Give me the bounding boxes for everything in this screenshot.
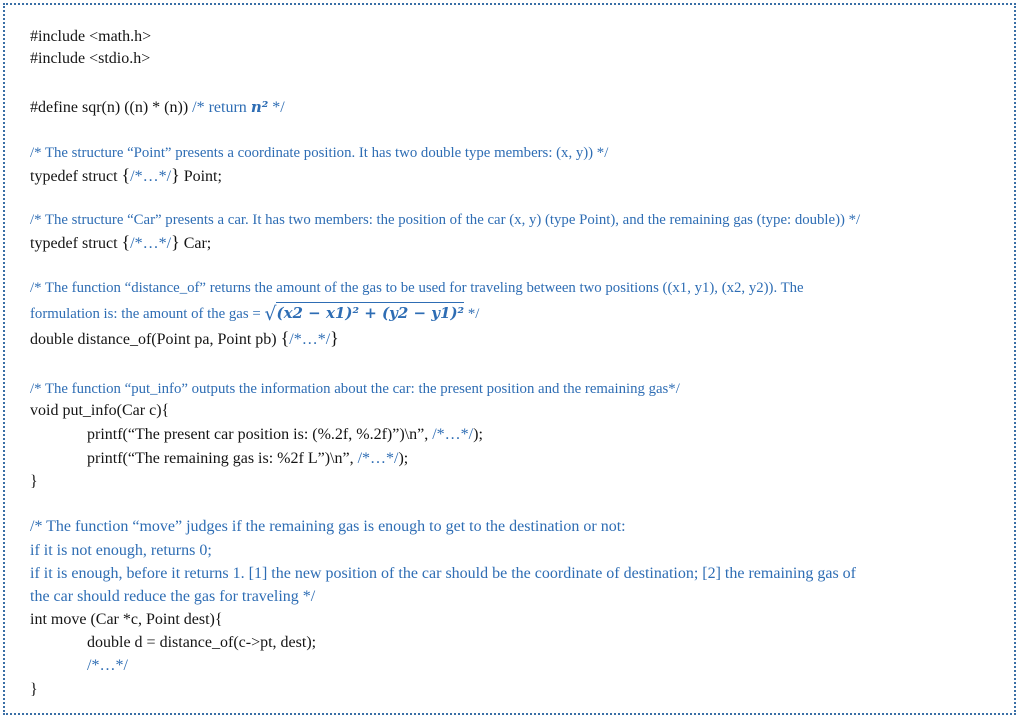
include-math-line: #include <math.h>: [30, 28, 152, 45]
distance-signature: double distance_of(Point pa, Point pb): [30, 331, 281, 348]
printf-position-placeholder: /*…*/: [432, 426, 474, 443]
include-stdio-line: #include <stdio.h>: [30, 50, 151, 67]
put-info-signature: void put_info(Car c){: [30, 402, 170, 419]
put-info-close-brace: }: [30, 473, 38, 490]
move-comment-line4: the car should reduce the gas for traveling */: [30, 588, 316, 605]
car-typedef-code: typedef struct: [30, 235, 122, 252]
move-comment-line1: /* The function “move” judges if the remaining gas is enough to get to the destination or not:: [30, 518, 626, 535]
define-code: #define sqr(n) ((n) * (n)): [30, 99, 193, 116]
point-placeholder: /*…*/: [130, 168, 172, 185]
point-typedef-line: [30, 165, 222, 187]
define-comment-end: */: [268, 99, 285, 116]
distance-brace-close: }: [330, 328, 339, 348]
distance-placeholder: /*…*/: [289, 331, 331, 348]
distance-comment-line1: /* The function “distance_of” returns the amount of the gas to be used for traveling between two positions ((x1, y1), (x2, y2)). The: [30, 280, 804, 296]
printf-gas-placeholder: /*…*/: [357, 450, 399, 467]
car-brace-open: {: [121, 232, 131, 252]
move-body-line1: double d = distance_of(c->pt, dest);: [87, 634, 317, 651]
code-listing-frame: [3, 3, 1016, 715]
car-comment: /* The structure “Car” presents a car. It has two members: the position of the car (x, y) (type Point), and the remaining gas (type: double)) */: [30, 212, 861, 228]
point-brace-open: {: [121, 165, 131, 185]
put-info-comment: /* The function “put_info” outputs the information about the car: the present position and the remaining gas*/: [30, 381, 680, 397]
printf-position-code: printf(“The present car position is: (%.2f, %.2f)”)\n”,: [87, 426, 433, 443]
point-typedef-name: Point;: [179, 168, 222, 185]
point-brace-close: }: [171, 165, 180, 185]
move-body-placeholder: /*…*/: [87, 657, 128, 674]
car-brace-close: }: [171, 232, 180, 252]
distance-signature-line: [30, 328, 339, 350]
move-signature: int move (Car *c, Point dest){: [30, 611, 223, 628]
radical-sign: √: [264, 303, 277, 325]
define-math: n²: [250, 98, 269, 116]
car-typedef-line: [30, 232, 211, 254]
car-placeholder: /*…*/: [130, 235, 172, 252]
printf-gas-code: printf(“The remaining gas is: %2f L”)\n”,: [87, 450, 358, 467]
printf-position-end: );: [473, 426, 483, 443]
distance-comment-end: */: [464, 306, 480, 322]
printf-position-line: [87, 425, 483, 445]
point-comment: /* The structure “Point” presents a coordinate position. It has two double type members: (x, y)) */: [30, 145, 609, 161]
move-close-brace: }: [30, 681, 38, 698]
move-comment-line2: if it is not enough, returns 0;: [30, 542, 212, 559]
distance-brace-open: {: [280, 328, 290, 348]
distance-comment-line2: [30, 302, 479, 324]
distance-comment-text: formulation is: the amount of the gas =: [30, 306, 265, 322]
distance-sqrt-formula: [264, 302, 464, 324]
car-typedef-name: Car;: [179, 235, 212, 252]
distance-formula: (x2 − x1)² + (y2 − y1)²: [276, 304, 465, 322]
define-comment: /* return: [192, 99, 251, 116]
define-line: [30, 97, 285, 118]
point-typedef-code: typedef struct: [30, 168, 122, 185]
move-comment-line3: if it is enough, before it returns 1. [1] the new position of the car should be the coordinate of destination; [2] the remaining gas of: [30, 565, 856, 582]
printf-gas-line: [87, 449, 408, 469]
printf-gas-end: );: [398, 450, 409, 467]
